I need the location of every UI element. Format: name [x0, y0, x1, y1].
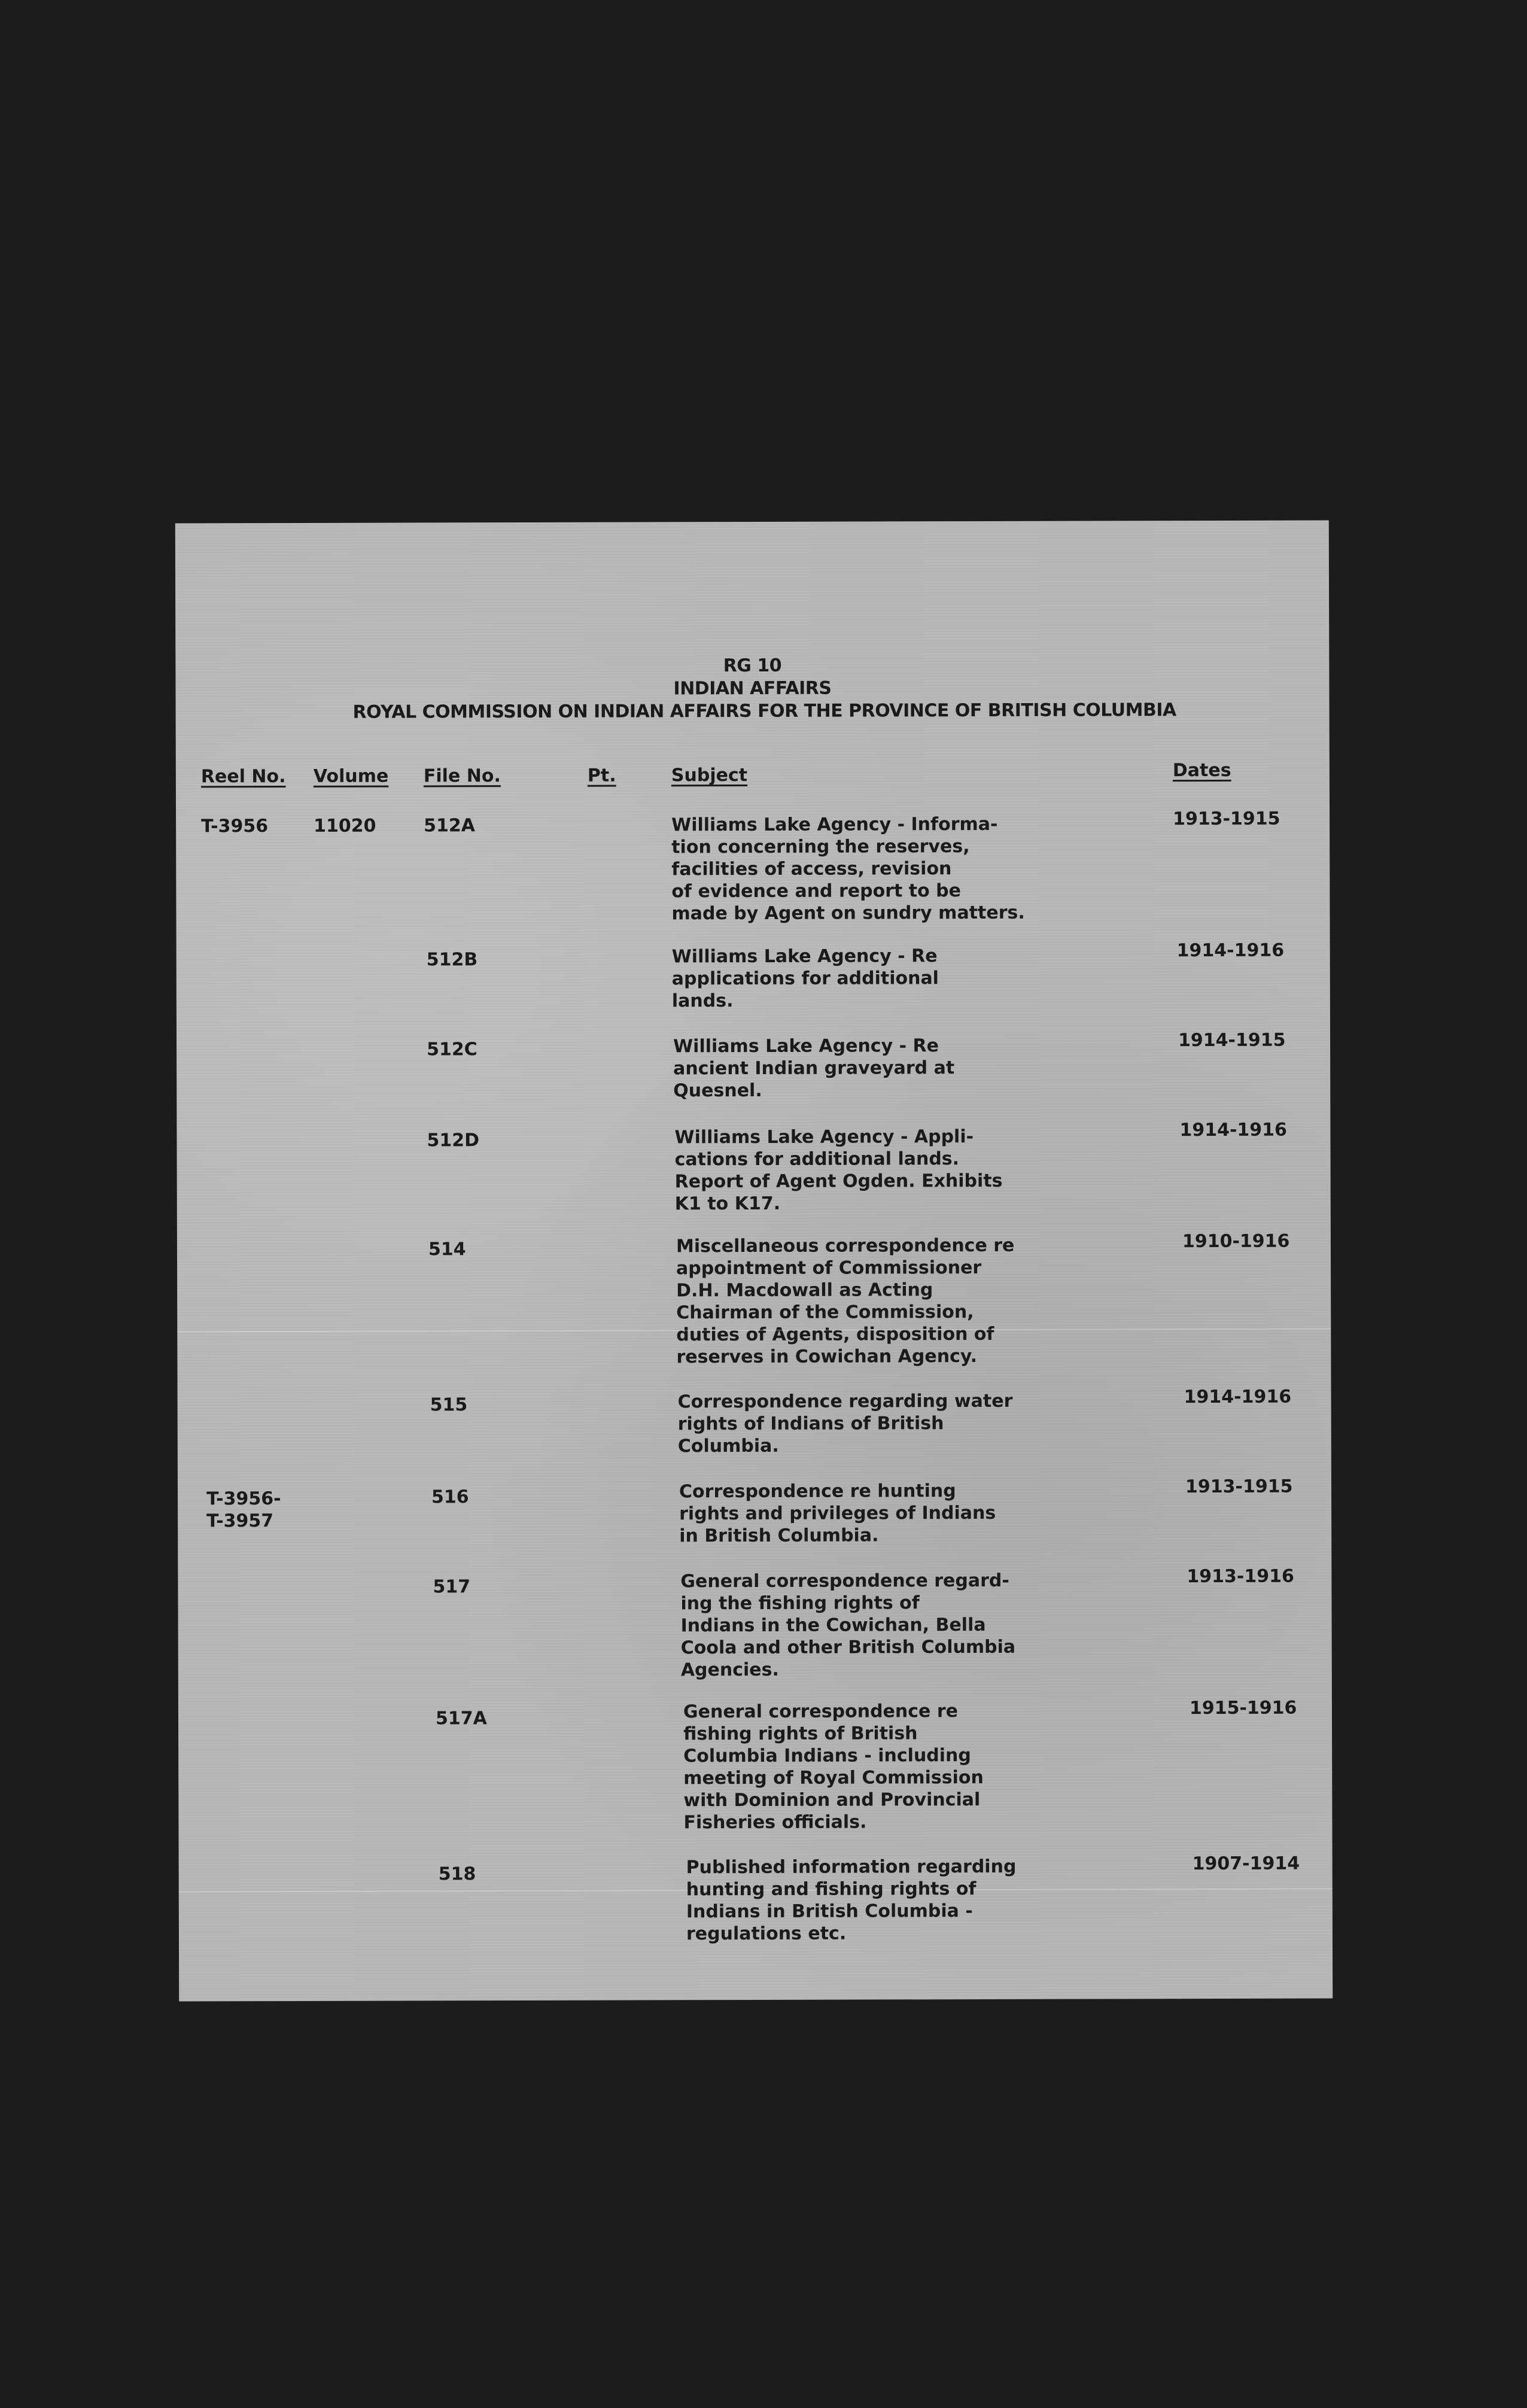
document-header	[175, 653, 1329, 724]
file-cell: 512B	[426, 949, 478, 971]
reel-cell: T-3956- T-3957	[206, 1488, 281, 1532]
column-header-volume: Volume	[313, 765, 389, 787]
dates-cell: 1914-1916	[1179, 1119, 1287, 1141]
file-cell: 515	[430, 1394, 468, 1416]
subject-cell: Correspondence regarding water rights of Indians of British Columbia.	[677, 1390, 1013, 1457]
dates-cell: 1913-1915	[1173, 808, 1280, 830]
subject-cell: Published information regarding hunting and fishing rights of Indians in British Columbia - regulations etc.	[686, 1856, 1017, 1945]
file-cell: 514	[428, 1239, 466, 1260]
dates-cell: 1914-1916	[1184, 1386, 1292, 1408]
dates-cell: 1910-1916	[1182, 1230, 1290, 1252]
subject-cell: Williams Lake Agency - Appli- cations for additional lands. Report of Agent Ogden. Exhibits K1 to K17.	[674, 1126, 1003, 1215]
subject-cell: Williams Lake Agency - Re ancient Indian graveyard at Quesnel.	[673, 1035, 955, 1102]
column-header-dates: Dates	[1172, 759, 1231, 782]
subject-cell: General correspondence re fishing rights of British Columbia Indians - including meeting of Royal Commission with Dominion and Provincial Fisheries officials.	[683, 1701, 984, 1834]
dates-cell: 1914-1916	[1176, 940, 1285, 962]
column-header-subject: Subject	[671, 765, 748, 786]
department-title: INDIAN AFFAIRS	[673, 677, 832, 700]
dates-cell: 1914-1915	[1178, 1029, 1286, 1051]
file-cell: 516	[431, 1486, 469, 1508]
subject-cell: Miscellaneous correspondence re appointment of Commissioner D.H. Macdowall as Acting Chairman of the Commission, duties of Agents, disposition of reserves in Cowichan Agency.	[676, 1235, 1015, 1368]
column-header-reel: Reel No.	[200, 766, 286, 788]
subject-cell: Correspondence re hunting rights and privileges of Indians in British Columbia.	[679, 1480, 996, 1547]
dates-cell: 1907-1914	[1192, 1853, 1300, 1875]
dates-cell: 1913-1916	[1187, 1565, 1294, 1588]
file-cell: 512A	[424, 815, 475, 837]
file-cell: 512D	[427, 1130, 480, 1151]
record-group-title: RG 10	[723, 655, 782, 677]
volume-cell: 11020	[314, 815, 376, 837]
subject-cell: Williams Lake Agency - Re applications for additional lands.	[671, 945, 939, 1012]
collection-title: ROYAL COMMISSION ON INDIAN AFFAIRS FOR THE PROVINCE OF BRITISH COLUMBIA	[352, 700, 1176, 723]
dates-cell: 1915-1916	[1189, 1697, 1297, 1719]
column-header-part: Pt.	[587, 765, 616, 786]
file-cell: 517	[433, 1576, 471, 1598]
file-cell: 512C	[427, 1039, 477, 1060]
subject-cell: General correspondence regard- ing the fishing rights of Indians in the Cowichan, Bella Coola and other British Columbia Agencies.	[680, 1570, 1016, 1681]
dates-cell: 1913-1915	[1185, 1476, 1293, 1498]
reel-cell: T-3956	[201, 816, 269, 837]
file-cell: 517A	[435, 1708, 487, 1729]
document-page	[175, 520, 1333, 2001]
column-header-file: File No.	[423, 765, 501, 787]
file-cell: 518	[438, 1863, 476, 1885]
subject-cell: Williams Lake Agency - Informa- tion concerning the reserves, facilities of access, revision of evidence and report to be made by Agent on sundry matters.	[671, 813, 1025, 925]
